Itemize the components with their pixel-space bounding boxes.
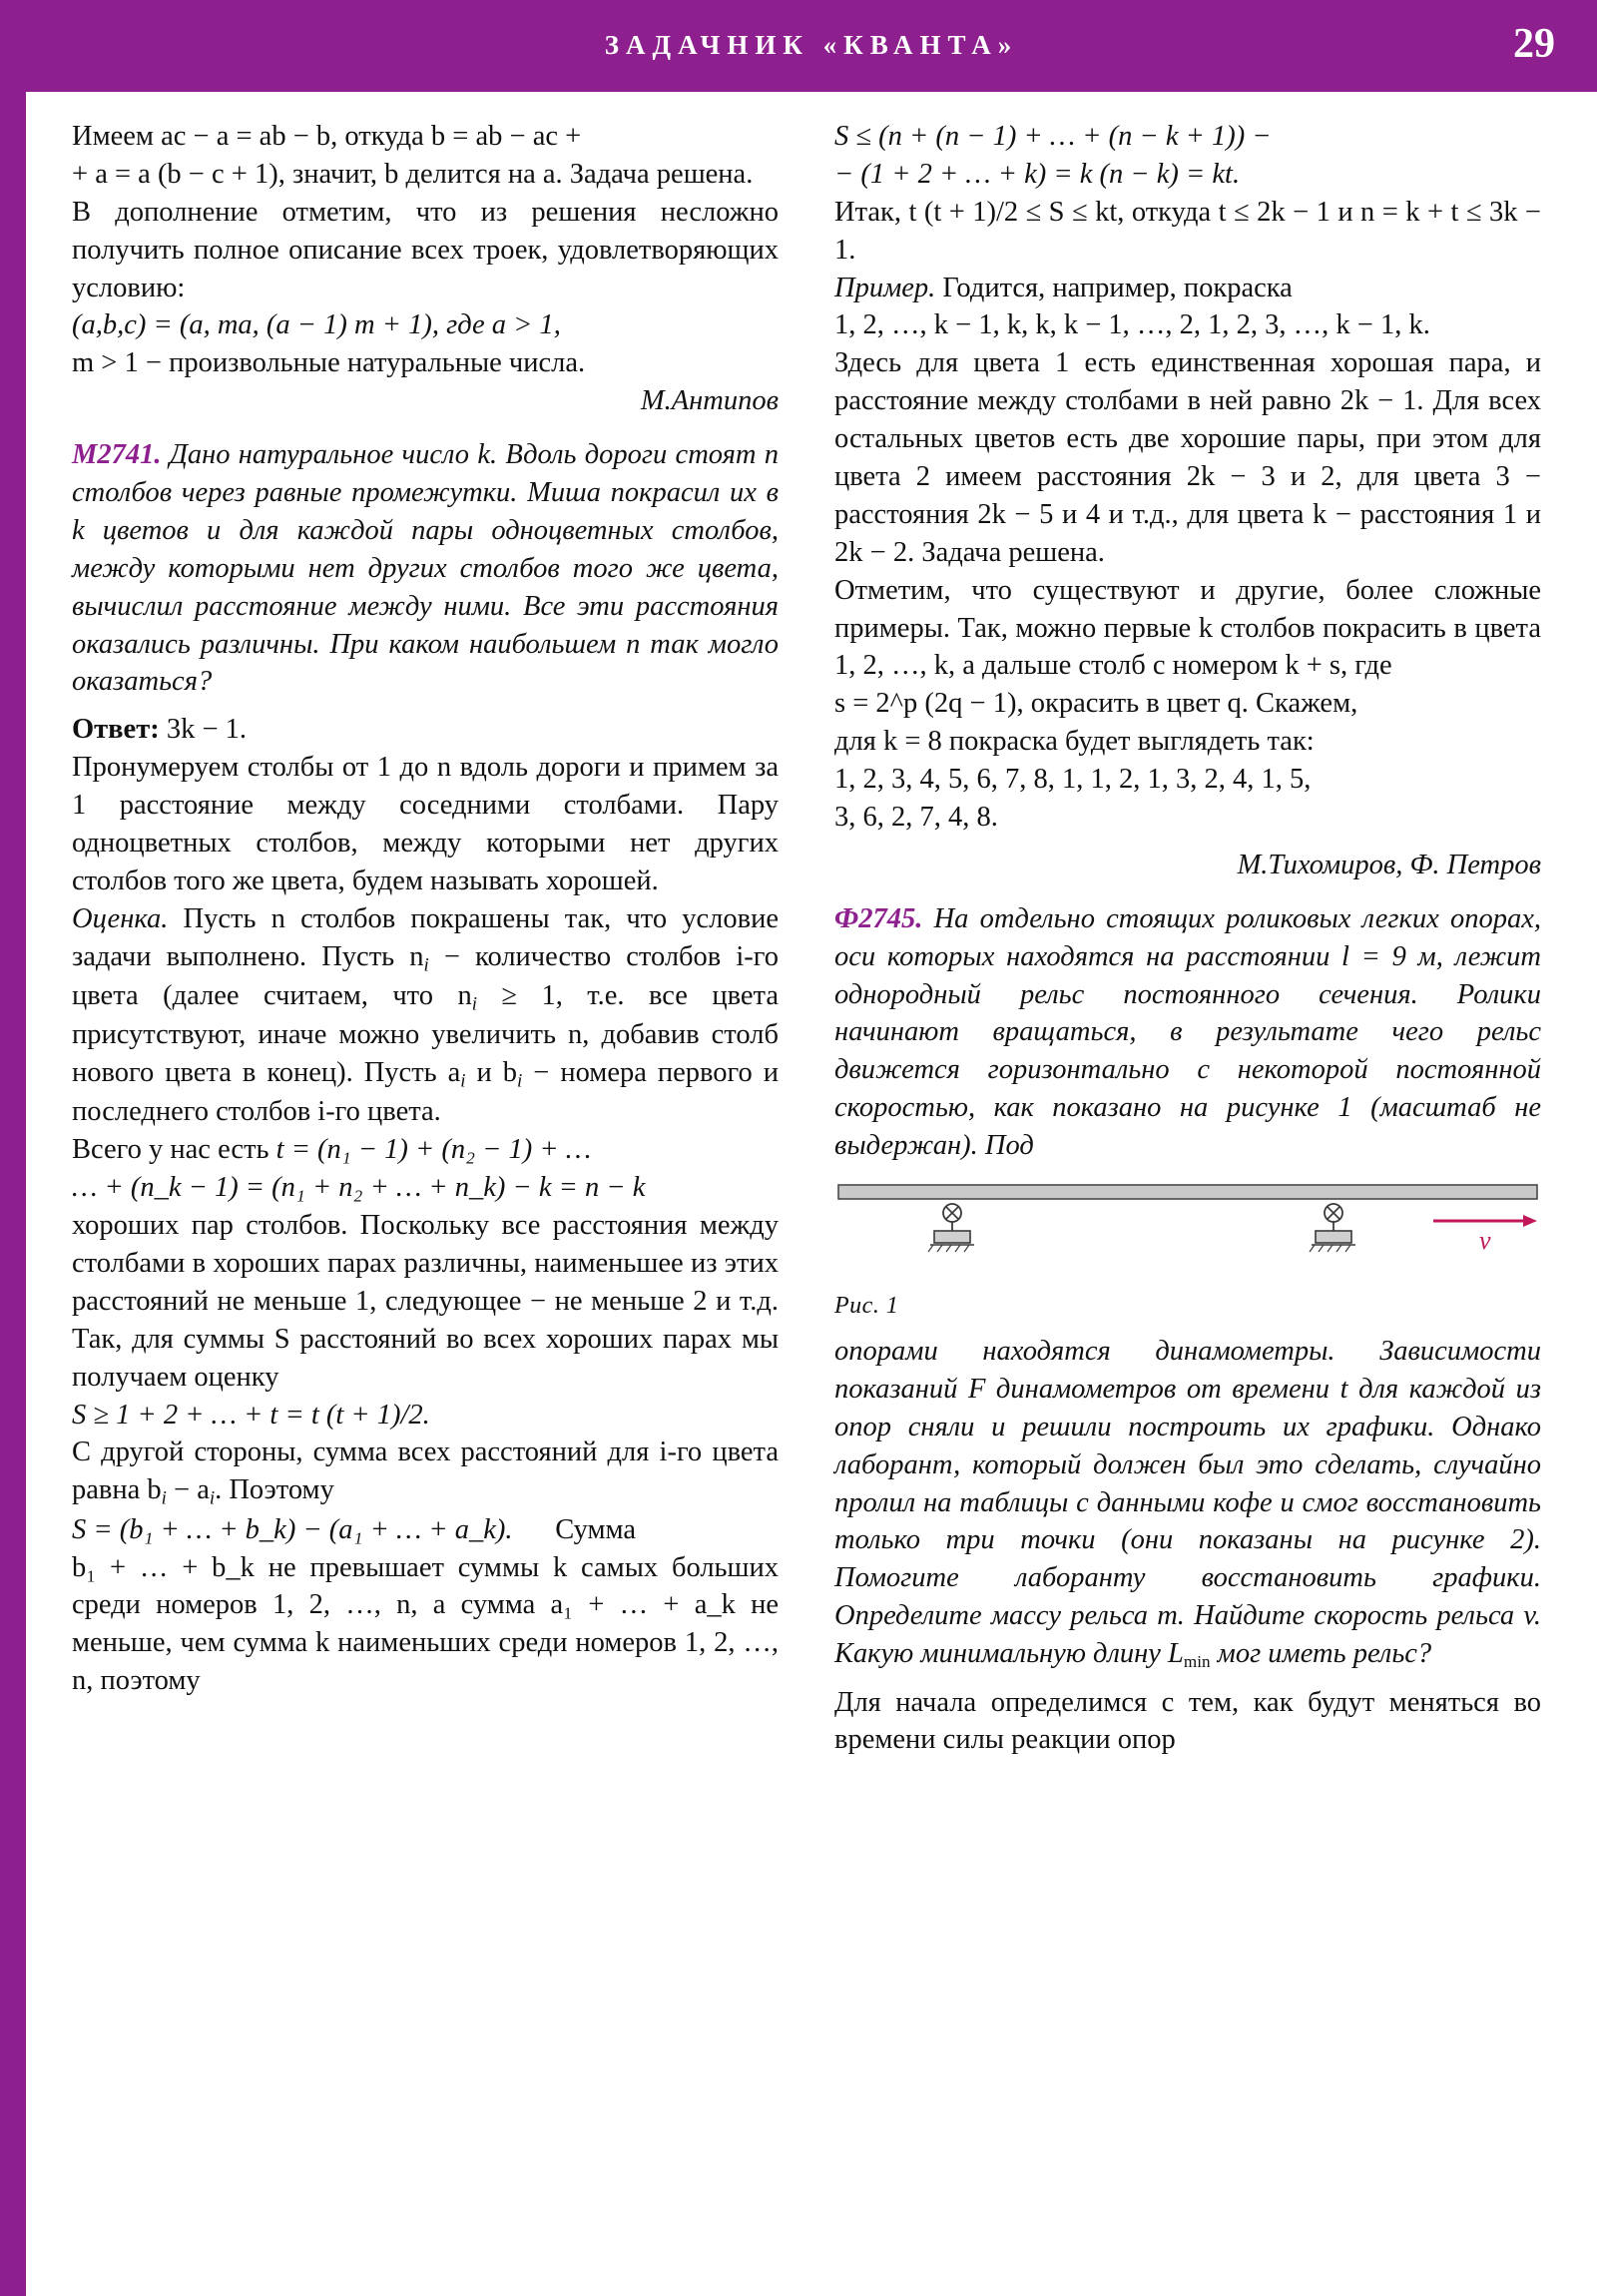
page-header	[26, 0, 1597, 92]
estimate-text-b: − количество столбов i-го цвета (далее считаем, что n	[72, 940, 780, 1011]
problem-statement-f2745: На отдельно стоящих роликовых легких опорах, оси которых находятся на расстоянии l = 9 м, лежит однородный рельс постоянного сечения. Ролики начинают вращаться, в результате чего рельс движется горизонтально с некоторой постоянной скоростью, как показано на рисунке 1 (масштаб не выдержан). Под	[834, 902, 1542, 1162]
sum-distance-text-a: С другой стороны, сумма всех расстояний для i-го цвета равна b	[72, 1436, 779, 1506]
phys-text-2-tail: мог иметь рельс?	[1210, 1638, 1432, 1670]
display-math-triples: (a,b,c) = (a, ma, (a − 1) m + 1), где a > 1,	[72, 309, 561, 341]
answer-value: 3k − 1.	[166, 714, 248, 746]
sum-formula-math: S = (b₁ + … + b_k) − (a₁ + … + a_k).	[72, 1513, 513, 1545]
paragraph-itak: Итак, t (t + 1)/2 ≤ S ≤ kt, откуда t ≤ 2k − 1 и n = k + t ≤ 3k − 1.	[834, 196, 1541, 266]
total-pairs-words: Всего у нас есть	[72, 1134, 269, 1166]
phys-text-2-body: опорами находятся динамометры. Зависимости показаний F динамометров от времени t для каждой из опор сняли и решили построить их графики. Однако лаборант, который должен был это сделать, случайно пролил на таблицы с данными кофе и смог восстановить только три точки (они показаны на рисунке 2). Помогите лаборанту восстановить графики. Определите массу рельса m. Найдите скорость рельса v. Какую минимальную длину L	[834, 1335, 1541, 1670]
intro-line-2: В дополнение отметим, что из решения несложно получить полное описание всех троек, удовлетворяющих условию:	[72, 196, 779, 303]
page-content	[26, 92, 1597, 2296]
right-column	[834, 118, 1541, 2296]
problem-f2745	[834, 900, 1541, 1165]
figure-1-drawing	[834, 1179, 1541, 1283]
intro-line-1: Имеем ac − a = ab − b, откуда b = ab − ac +	[72, 121, 582, 152]
sum-formula-line	[72, 1511, 779, 1549]
example-label: Пример.	[834, 272, 936, 303]
page-number: 29	[1513, 21, 1555, 67]
sum-lower-bound-math: S ≥ 1 + 2 + … + t = t (t + 1)/2.	[72, 1399, 430, 1431]
estimate-text-d: и b	[476, 1057, 518, 1089]
problem-number-m2741: М2741.	[72, 439, 162, 471]
problem-m2741	[72, 436, 779, 701]
solution-estimate: Оценка. Пусть n столбов покрашены так, что условие задачи выполнено. Пусть $n_i$ − количество столбов i-го цвета (далее считаем, что $n_i \ge 1$, т.е. все цвета присутствуют, иначе можно увеличить n, добавив столб нового цвета в конец). Пусть $a_i$ и $b_i$ − номера первого и последнего столбов i-го цвета.	[72, 902, 780, 1128]
paragraph-intro-2	[72, 194, 779, 307]
answer-label: Ответ:	[72, 714, 160, 746]
problem-statement-m2741: Дано натуральное число k. Вдоль дороги стоят n столбов через равные промежутки. Миша покрасил их в k цветов и для каждой пары одноцветных столбов, между которыми нет других столбов того же цвета, вычислил расстояние между ними. Все эти расстояния оказались различны. При каком наибольшем n так могло оказаться?	[72, 439, 780, 698]
two-column-layout	[72, 118, 1551, 2296]
paragraph-other-examples-math	[834, 685, 1541, 723]
paragraph-colors-explanation: Здесь для цвета 1 есть единственная хорошая пара, и расстояние между столбами в ней равно 2k − 1. Для всех остальных цветов есть две хорошие пары, при этом для цвета 2 имеем расстояния 2k − 3 и 2, для цвета 3 − расстояния 2k − 5 и 4 и т.д., для цвета k − расстояния 1 и 2k − 2. Задача решена.	[834, 347, 1541, 568]
s-formula: s = 2^p (2q − 1), окрасить в цвет q. Скажем,	[834, 688, 1358, 720]
coloring-sequence-line-2: 3, 6, 2, 7, 4, 8.	[834, 802, 998, 834]
estimate-label: Оценка.	[72, 902, 169, 934]
sum-word: Сумма	[555, 1513, 636, 1545]
example-coloring-sequence: 1, 2, …, k − 1, k, k, k − 1, …, 2, 1, 2, 3, …, k − 1, k.	[834, 309, 1430, 341]
solution-paragraph-4: С другой стороны, сумма всех расстояний для i-го цвета равна $b_i - a_i$. Поэтому	[72, 1436, 779, 1509]
left-spine-bar	[0, 0, 26, 2296]
signature-antipov: М.Антипов	[640, 385, 779, 417]
signature-tikhomirov-petrov: М.Тихомиров, Ф. Петров	[1237, 849, 1541, 880]
left-column	[72, 118, 779, 2296]
coloring-sequence-line-1: 1, 2, 3, 4, 5, 6, 7, 8, 1, 1, 2, 1, 3, 2, 4, 1, 5,	[834, 764, 1312, 796]
total-pairs-math-1: t = (n₁ − 1) + (n₂ − 1) + …	[275, 1134, 592, 1166]
paragraph-other-examples: Отметим, что существуют и другие, более сложные примеры. Так, можно первые k столбов покрасить в цвета 1, 2, …, k, а дальше столб с номером k + s, где	[834, 574, 1541, 682]
estimate-text-c: ≥ 1, т.е. все цвета присутствуют, иначе можно увеличить n, добавив столб нового цвета в конец). Пусть a	[72, 979, 779, 1089]
example-paragraph	[834, 270, 1541, 307]
rail-shape	[838, 1185, 1537, 1199]
figure-1	[834, 1179, 1541, 1287]
intro-line-1b: + a = a (b − c + 1), значит, b делится на a. Задача решена.	[72, 158, 754, 190]
sum-distance-text-b: − a	[174, 1474, 210, 1506]
left-roller-support	[928, 1204, 974, 1252]
display-math-S-1: S ≤ (n + (n − 1) + … + (n − k + 1)) −	[834, 121, 1272, 152]
problem-statement-f2745-cont	[834, 1333, 1541, 1674]
velocity-label: v	[1479, 1226, 1491, 1256]
figure-1-caption: Рис. 1	[834, 1293, 899, 1320]
total-pairs-math-2: … + (n_k − 1) = (n₁ + n₂ + … + n_k) − k = n − k	[72, 1172, 646, 1204]
right-roller-support	[1310, 1204, 1355, 1252]
solution-paragraph-5: b₁ + … + b_k не превышает суммы k самых больших среди номеров 1, 2, …, n, а сумма a₁ + … + a_k не меньше, чем сумма k наименьших среди номеров 1, 2, …, n, поэтому	[72, 1551, 779, 1697]
solution-f2745-start: Для начала определимся с тем, как будут меняться во времени силы реакции опор	[834, 1686, 1541, 1756]
paragraph-intro-2-tail: m > 1 − произвольные натуральные числа.	[72, 347, 586, 379]
paragraph-other-examples-tail: для k = 8 покраска будет выглядеть так:	[834, 726, 1315, 758]
problem-number-f2745: Ф2745.	[834, 902, 923, 934]
estimate-text-e: − номера первого и последнего столбов i-го цвета.	[72, 1057, 779, 1128]
display-math-S-2: − (1 + 2 + … + k) = k (n − k) = kt.	[834, 158, 1241, 190]
phys-text-2-subscript: min	[1183, 1651, 1211, 1671]
paragraph-intro-1b	[72, 156, 779, 194]
solution-paragraph-1: Пронумеруем столбы от 1 до n вдоль дороги и примем за 1 расстояние между соседними столбами. Пару одноцветных столбов, между которыми нет других столбов того же цвета, будем называть хорошей.	[72, 752, 779, 896]
paragraph-intro-1	[72, 118, 779, 156]
total-pairs-head	[72, 1131, 779, 1169]
solution-paragraph-3: хороших пар столбов. Поскольку все расстояния между столбами в хороших парах различны, наименьшее из этих расстояний не меньше 1, следующее − не меньше 2 и т.д. Так, для суммы S расстояний во всех хороших парах мы получаем оценку	[72, 1210, 779, 1393]
example-text: Годится, например, покраска	[942, 272, 1293, 303]
sum-distance-text-c: . Поэтому	[215, 1474, 334, 1506]
header-title: ЗАДАЧНИК «КВАНТА»	[604, 30, 1019, 60]
estimate-text-a: Пусть n столбов покрашены так, что условие задачи выполнено. Пусть n	[72, 902, 779, 972]
answer-line	[72, 711, 779, 749]
